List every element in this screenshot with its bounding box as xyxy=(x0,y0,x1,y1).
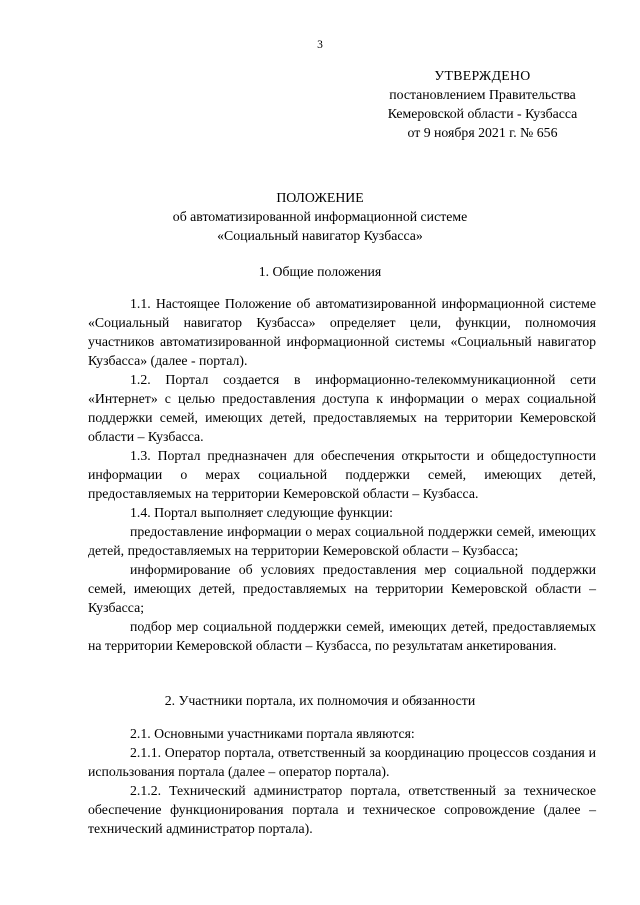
section-1-body xyxy=(88,294,596,655)
section-1-heading: 1. Общие положения xyxy=(258,264,382,279)
section-2-heading: 2. Участники портала, их полномочия и обязанности xyxy=(164,693,476,708)
list-item-function-3: подбор мер социальной поддержки семей, имеющих детей, предоставляемых на территории Кемеровской области – Кузбасса, по результатам анкетирования. xyxy=(88,619,596,653)
approval-line-2: Кемеровской области - Кузбасса xyxy=(387,106,578,121)
document-subtitle-2: «Социальный навигатор Кузбасса» xyxy=(217,228,423,243)
approval-stamp xyxy=(355,66,610,142)
document-title: ПОЛОЖЕНИЕ xyxy=(276,190,364,205)
list-item-function-1: предоставление информации о мерах социальной поддержки семей, имеющих детей, предоставляемых на территории Кемеровской области – Кузбасса; xyxy=(88,524,596,558)
paragraph-2-1: 2.1. Основными участниками портала являются: xyxy=(130,726,415,741)
page-number: 3 xyxy=(317,39,323,51)
list-item-function-2: информирование об условиях предоставления мер социальной поддержки семей, имеющих детей, предоставляемых на территории Кемеровской области – Кузбасса; xyxy=(88,562,596,615)
paragraph-1-4: 1.4. Портал выполняет следующие функции: xyxy=(130,505,393,520)
paragraph-2-1-1: 2.1.1. Оператор портала, ответственный за координацию процессов создания и использования портала (далее – оператор портала). xyxy=(88,745,596,779)
paragraph-1-1: 1.1. Настоящее Положение об автоматизированной информационной системе «Социальный навигатор Кузбасса» определяет цели, функции, полномочия участников автоматизированной информационной системы «Социальный навигатор Кузбасса» (далее - портал). xyxy=(88,296,596,368)
paragraph-1-2: 1.2. Портал создается в информационно-телекоммуникационной сети «Интернет» с целью предоставления доступа к информации о мерах социальной поддержки семей, имеющих детей, предоставляемых на территории Кемеровской области – Кузбасса. xyxy=(88,372,596,444)
approval-title: УТВЕРЖДЕНО xyxy=(434,68,531,83)
approval-line-1: постановлением Правительства xyxy=(389,87,576,102)
paragraph-1-3: 1.3. Портал предназначен для обеспечения открытости и общедоступности информации о мерах социальной поддержки семей, имеющих детей, предоставляемых на территории Кемеровской области – Кузбасса. xyxy=(88,448,596,501)
section-2-body xyxy=(88,724,596,838)
document-title-block xyxy=(0,188,640,245)
approval-line-3: от 9 ноября 2021 г. № 656 xyxy=(407,125,558,140)
document-subtitle-1: об автоматизированной информационной системе xyxy=(172,209,468,224)
paragraph-2-1-2: 2.1.2. Технический администратор портала, ответственный за техническое обеспечение функционирования портала и техническое сопровождение (далее – технический администратор портала). xyxy=(88,783,596,836)
